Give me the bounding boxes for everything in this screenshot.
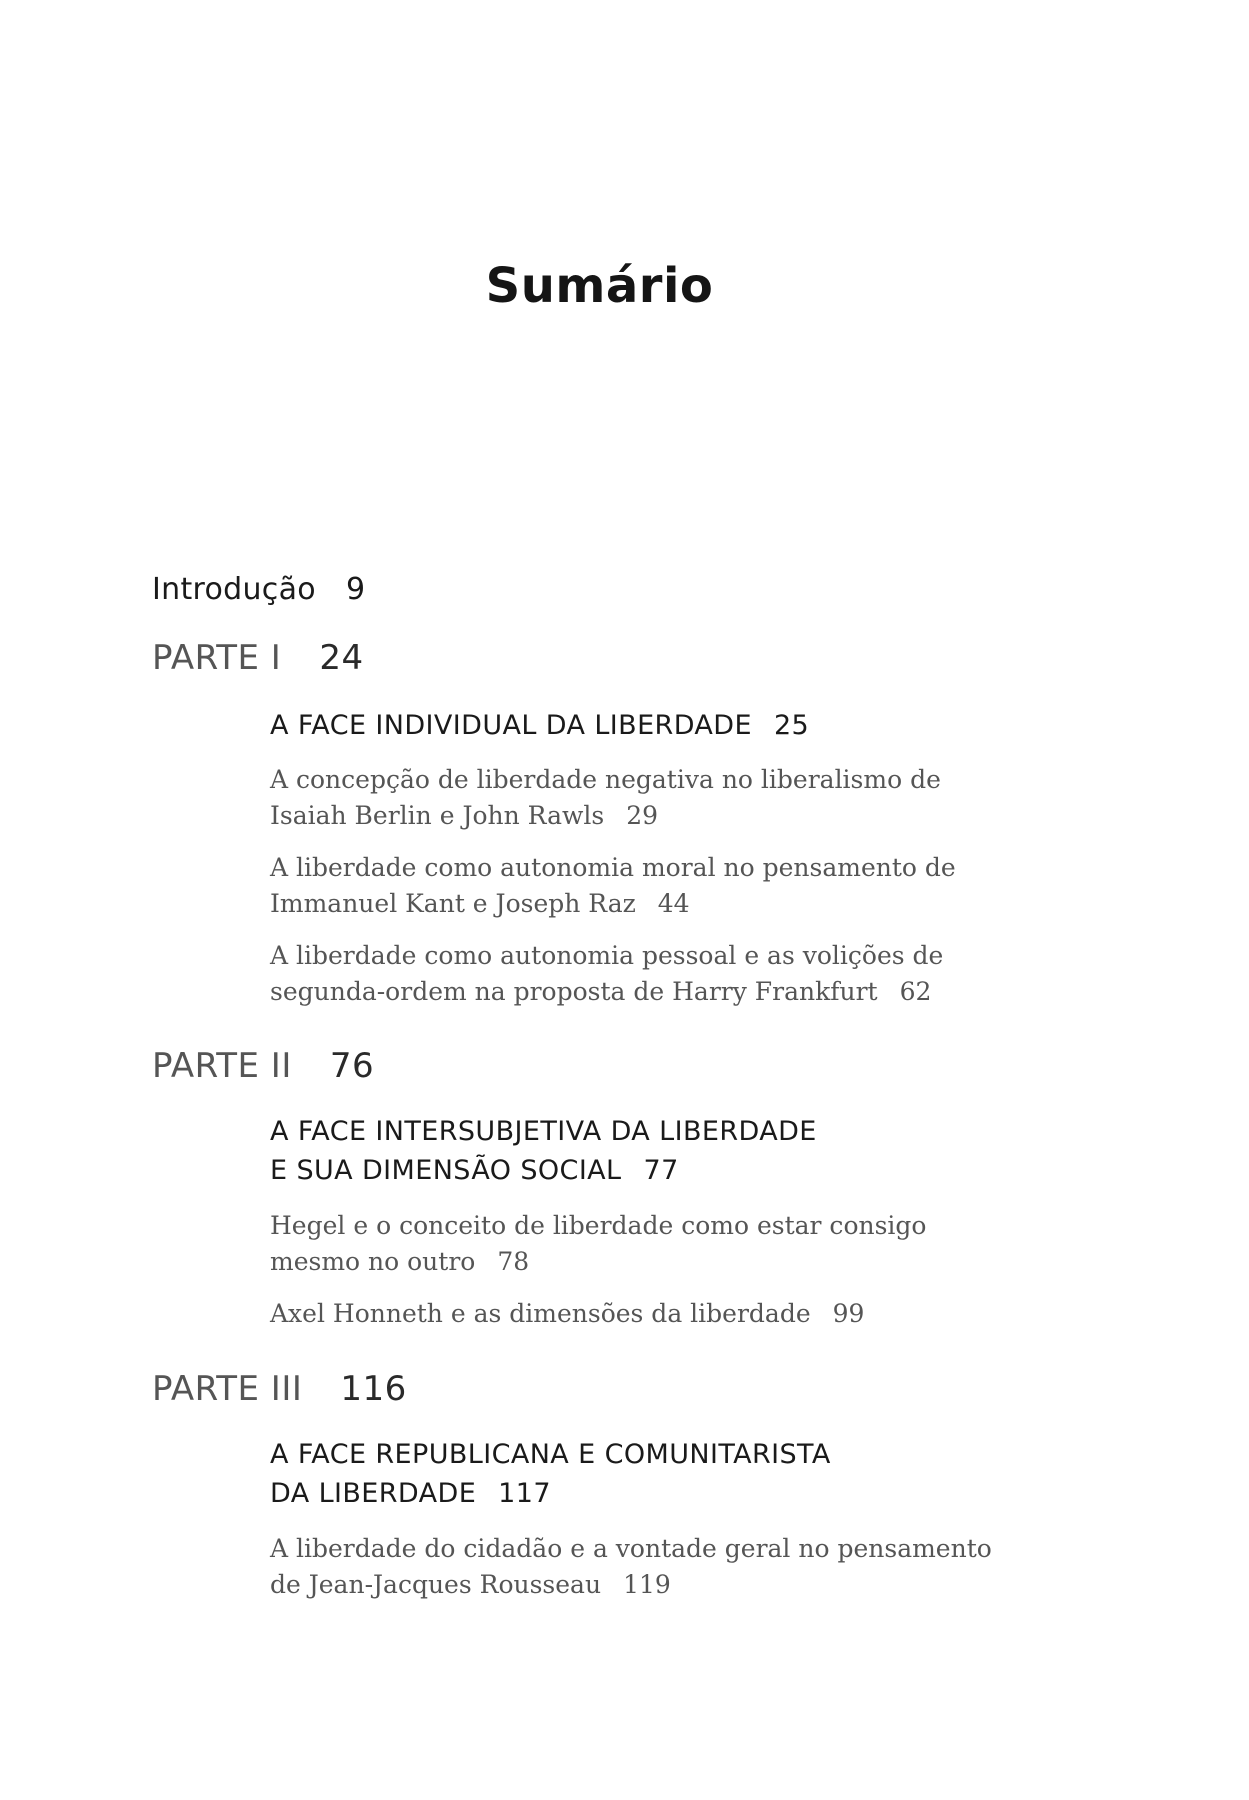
chapter-page: 25 (773, 710, 810, 741)
chapter-title-line1: A FACE REPUBLICANA E COMUNITARISTA (270, 1439, 831, 1470)
toc-introduction[interactable] (152, 572, 365, 607)
part-label: PARTE II (152, 1046, 292, 1086)
part-page: 76 (329, 1046, 375, 1086)
section-page: 119 (623, 1570, 671, 1599)
chapter-title: A FACE INDIVIDUAL DA LIBERDADE (270, 710, 752, 741)
part-page: 116 (340, 1369, 407, 1409)
section-title-line1: A liberdade como autonomia moral no pensamento de (270, 853, 956, 882)
section-title-line1: Hegel e o conceito de liberdade como estar consigo (270, 1211, 927, 1240)
toc-section[interactable] (270, 938, 1010, 1010)
section-title-line1: A liberdade como autonomia pessoal e as volições de (270, 941, 944, 970)
section-page: 78 (497, 1247, 530, 1276)
chapter-title-line2: E SUA DIMENSÃO SOCIAL (270, 1155, 622, 1186)
toc-chapter-1[interactable] (270, 706, 809, 745)
toc-part-2[interactable] (152, 1046, 374, 1086)
section-page: 29 (626, 801, 659, 830)
section-title-line1: A liberdade do cidadão e a vontade geral no pensamento (270, 1534, 992, 1563)
section-title-line2: Isaiah Berlin e John Rawls (270, 801, 605, 830)
chapter-page: 117 (498, 1478, 551, 1509)
toc-part-3[interactable] (152, 1369, 407, 1409)
introduction-page: 9 (345, 572, 366, 607)
toc-section[interactable] (270, 1208, 1010, 1280)
section-page: 44 (657, 889, 690, 918)
section-page: 62 (899, 977, 932, 1006)
toc-section[interactable] (270, 762, 1010, 834)
section-title-line2: mesmo no outro (270, 1247, 476, 1276)
toc-chapter-3[interactable] (270, 1435, 831, 1513)
toc-section[interactable] (270, 1296, 1010, 1332)
chapter-title-line2: DA LIBERDADE (270, 1478, 477, 1509)
page-title: Sumário (485, 258, 714, 314)
introduction-label: Introdução (152, 572, 316, 607)
toc-chapter-2[interactable] (270, 1112, 817, 1190)
part-page: 24 (319, 638, 364, 678)
toc-section[interactable] (270, 1531, 1010, 1603)
section-page: 99 (832, 1299, 865, 1328)
toc-section[interactable] (270, 850, 1010, 922)
section-title-line1: A concepção de liberdade negativa no liberalismo de (270, 765, 941, 794)
section-title-line2: de Jean-Jacques Rousseau (270, 1570, 602, 1599)
section-title-line2: segunda-ordem na proposta de Harry Frankfurt (270, 977, 878, 1006)
section-title-line2: Immanuel Kant e Joseph Raz (270, 889, 636, 918)
toc-part-1[interactable] (152, 638, 364, 678)
chapter-title-line1: A FACE INTERSUBJETIVA DA LIBERDADE (270, 1116, 817, 1147)
chapter-page: 77 (643, 1155, 679, 1186)
part-label: PARTE I (152, 638, 282, 678)
part-label: PARTE III (152, 1369, 303, 1409)
section-title-line1: Axel Honneth e as dimensões da liberdade (270, 1299, 811, 1328)
